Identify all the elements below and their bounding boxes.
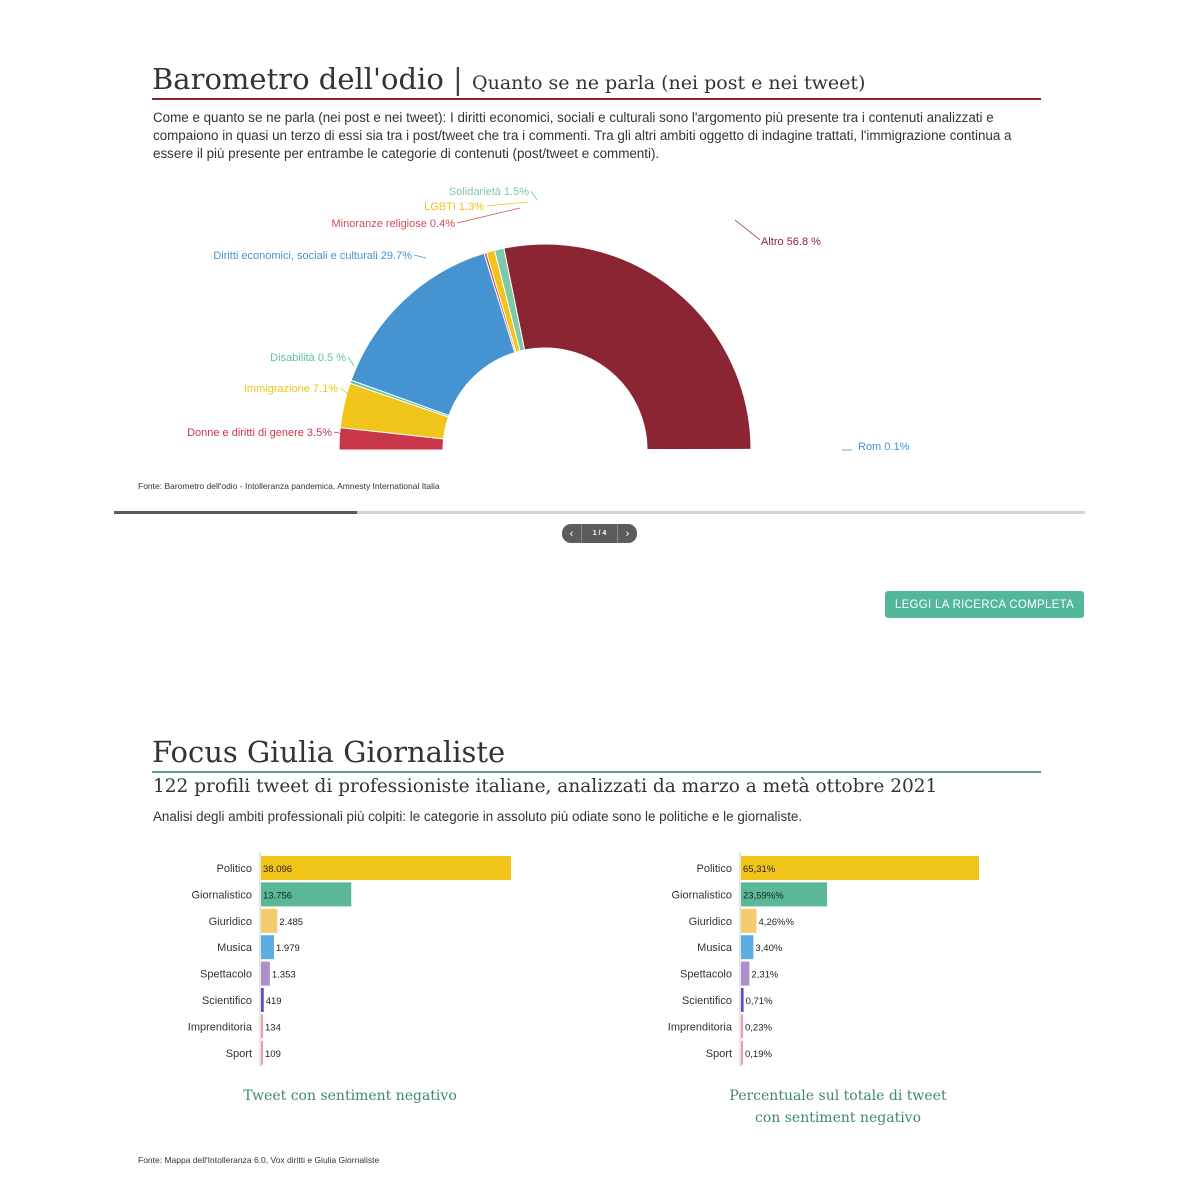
bar-imprenditoria [741, 1014, 743, 1038]
slice-label-immigrazione: Immigrazione 7.1% [243, 383, 338, 395]
slice-label-diritti-economici-sociali-e-culturali: Diritti economici, sociali e culturali 29.7% [213, 250, 412, 262]
category-label-imprenditoria: Imprenditoria [667, 1021, 732, 1034]
bar-scientifico [261, 988, 264, 1012]
slice-label-connector [531, 191, 537, 200]
title-text: Barometro dell'odio [152, 62, 444, 96]
slice-label-altro: Altro 56.8 % [761, 236, 821, 248]
value-label-giornalistico: 13.756 [263, 890, 293, 902]
category-label-sport: Sport [705, 1047, 732, 1060]
value-label-politico: 65,31% [743, 864, 776, 875]
section-title [152, 62, 865, 96]
slice-label-rom: Rom 0.1% [858, 441, 910, 453]
bar-musica [741, 935, 753, 959]
slice-label-disabilita: Disabilità 0.5 % [270, 352, 346, 364]
section-subtitle: 122 profili tweet di professioniste italiane, analizzati da marzo a metà ottobre 2021 [153, 776, 938, 797]
chevron-right-icon[interactable]: › [625, 527, 630, 540]
bar-politico [261, 856, 511, 880]
slice-label-lgbti: LGBTI 1.3% [424, 201, 484, 213]
read-full-research-button[interactable]: LEGGI LA RICERCA COMPLETA [885, 591, 1084, 618]
bar-spettacolo [741, 962, 749, 986]
slice-label-connector [414, 255, 426, 258]
category-label-scientifico: Scientifico [201, 995, 252, 1007]
bar-scientifico [741, 988, 744, 1012]
section-title: Focus Giulia Giornaliste [152, 735, 506, 769]
section-subtitle: Quanto se ne parla (nei post e nei tweet) [472, 72, 866, 94]
category-label-scientifico: Scientifico [681, 995, 732, 1007]
title-separator: | [453, 62, 463, 96]
page-indicator: 1 / 4 [592, 530, 607, 537]
category-label-giuridico: Giuridico [208, 915, 252, 928]
category-label-giornalistico: Giornalistico [191, 889, 252, 902]
chart-source: Fonte: Mappa dell'Intolleranza 6.0, Vox diritti e Giulia Giornaliste [138, 1155, 380, 1165]
value-label-giornalistico: 23,59%% [743, 890, 784, 902]
value-label-musica: 1.979 [275, 943, 300, 955]
category-label-politico: Politico [216, 863, 252, 875]
caption-line: con sentiment negativo [754, 1110, 922, 1126]
carousel-pager [562, 524, 637, 543]
value-label-sport: 0,19% [745, 1048, 772, 1060]
category-label-giuridico: Giuridico [688, 915, 732, 928]
category-label-spettacolo: Spettacolo [200, 968, 252, 981]
bar-giuridico [261, 909, 277, 933]
chart-caption-left: Tweet con sentiment negativo [243, 1088, 457, 1104]
value-label-giuridico: 4,26%% [758, 916, 794, 928]
value-label-imprenditoria: 0,23% [745, 1022, 772, 1034]
bar-sport [261, 1041, 263, 1065]
value-label-scientifico: 0,71% [745, 996, 773, 1007]
value-label-sport: 109 [265, 1048, 281, 1060]
value-label-spettacolo: 1.353 [271, 969, 296, 981]
section-description: Come e quanto se ne parla (nei post e nei tweet): I diritti economici, sociali e culturali sono l'argomento più presente tra i contenuti analizzati e compaiono in quasi un terzo di essi sia tra i post/tweet che tra i commenti. Tra gli altri ambiti oggetto di indagine trattati, l'immigrazione continua a essere il più presente per entrambe le categorie di contenuti (post/tweet e commenti). [153, 110, 1012, 161]
bar-giuridico [741, 909, 757, 933]
value-label-musica: 3,40% [755, 943, 783, 955]
value-label-politico: 38.096 [263, 864, 293, 875]
bar-spettacolo [261, 962, 270, 986]
category-label-musica: Musica [697, 942, 732, 955]
slice-label-donne-e-diritti-di-genere: Donne e diritti di genere 3.5% [187, 427, 332, 439]
value-label-giuridico: 2.485 [279, 916, 304, 928]
category-label-spettacolo: Spettacolo [680, 968, 732, 981]
slice-label-connector [486, 202, 528, 206]
category-label-imprenditoria: Imprenditoria [187, 1021, 252, 1034]
slice-label-solidarieta: Solidarietà 1.5% [448, 186, 529, 198]
category-label-musica: Musica [217, 942, 252, 955]
bar-sport [741, 1041, 743, 1065]
bar-chart-percentages [620, 852, 1020, 1067]
slice-label-connector [735, 220, 760, 240]
category-label-giornalistico: Giornalistico [671, 889, 732, 902]
bar-politico [741, 856, 979, 880]
slice-rom [647, 449, 751, 450]
value-label-imprenditoria: 134 [265, 1022, 281, 1034]
bar-musica [261, 935, 274, 959]
chart-source: Fonte: Barometro dell'odio - Intolleranza pandemica, Amnesty International Italia [138, 481, 440, 491]
bar-imprenditoria [261, 1014, 263, 1038]
title-rule [152, 98, 1041, 100]
slice-altro [504, 244, 751, 450]
half-donut-chart [0, 170, 1200, 470]
chart-caption-right [688, 1085, 988, 1129]
slice-label-minoranze-religiose: Minoranze religiose 0.4% [331, 218, 455, 230]
bar-chart-counts [140, 852, 540, 1067]
caption-line: Percentuale sul totale di tweet [729, 1088, 947, 1104]
section-description: Analisi degli ambiti professionali più colpiti: le categorie in assoluto più odiate sono le politiche e le giornaliste. [153, 809, 803, 824]
slice-label-connector [340, 388, 348, 394]
category-label-sport: Sport [225, 1047, 252, 1060]
chevron-left-icon[interactable]: ‹ [569, 527, 574, 540]
carousel-progress-fill [114, 511, 357, 514]
value-label-scientifico: 419 [265, 996, 282, 1007]
slice-label-connector [348, 357, 354, 366]
category-label-politico: Politico [696, 863, 732, 875]
title-rule [152, 771, 1041, 773]
value-label-spettacolo: 2,31% [751, 969, 779, 981]
